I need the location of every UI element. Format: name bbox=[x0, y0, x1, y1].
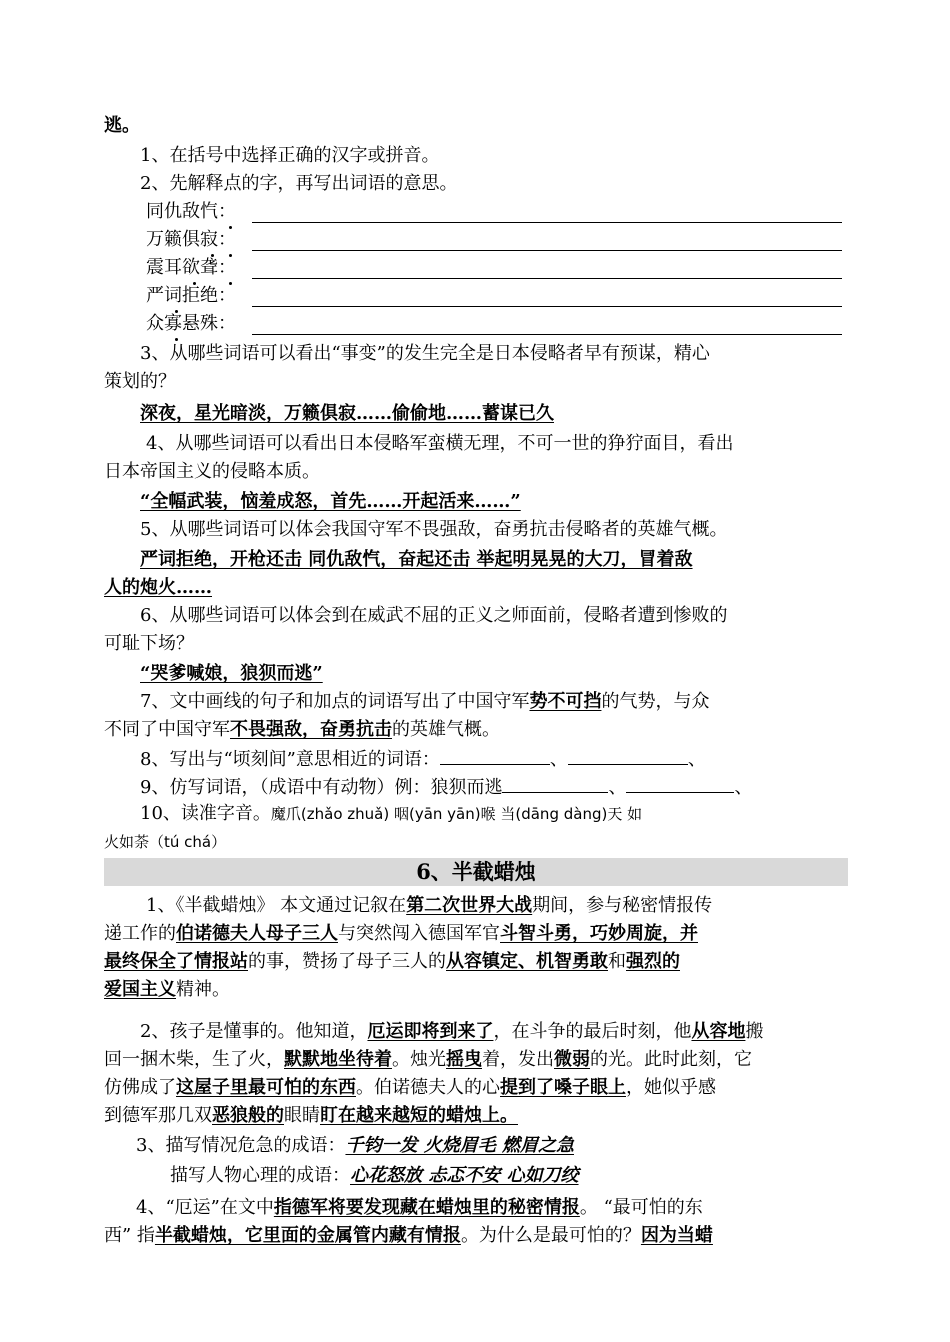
s3-text: 描写人物心理的成语： bbox=[170, 1165, 350, 1186]
q7-answer-a: 势不可挡 bbox=[529, 691, 602, 712]
s1-text: 精神。 bbox=[176, 979, 230, 1000]
question-10-cont bbox=[104, 830, 226, 854]
s4-answer: 半截蜡烛，它里面的金属管内藏有情报 bbox=[154, 1225, 461, 1246]
s2-line1 bbox=[104, 1020, 763, 1044]
s2-text: 。伯诺德夫人的心 bbox=[356, 1077, 500, 1098]
q8-text: 8、写出与“顷刻间”意思相近的词语： bbox=[140, 749, 440, 770]
s2-line4 bbox=[104, 1104, 518, 1128]
s2-text: 的光。此时此刻，它 bbox=[590, 1049, 752, 1070]
s1-answer: 从容镇定、机智勇敢 bbox=[446, 951, 608, 972]
s4-answer: 指德军将要发现藏在蜡烛里的秘密情报 bbox=[273, 1197, 580, 1218]
q7-text-a: 7、文中画线的句子和加点的词语写出了中国守军 bbox=[140, 691, 530, 712]
idiom-4: 严词拒绝： bbox=[146, 285, 236, 306]
answer-blank[interactable] bbox=[252, 278, 842, 279]
s4-text: 西” 指 bbox=[104, 1225, 155, 1246]
s1-text: 的事，赞扬了母子三人的 bbox=[248, 951, 446, 972]
answer-5-cont: 人的炮火…… bbox=[104, 577, 212, 598]
s2-answer: 默默地坐待着 bbox=[284, 1049, 392, 1070]
s2-answer: 厄运即将到来了 bbox=[367, 1021, 494, 1042]
answer-blank[interactable] bbox=[252, 250, 842, 251]
s2-text: 2、孩子是懂事的。他知道， bbox=[140, 1021, 368, 1042]
answer-6: “哭爹喊娘，狼狈而逃” bbox=[140, 663, 323, 684]
s2-text: 仿佛成了 bbox=[104, 1077, 176, 1098]
s2-text: 到德军那几双 bbox=[104, 1105, 212, 1126]
idiom-2: 万籁俱寂： bbox=[146, 229, 236, 250]
emphasis-dot bbox=[193, 282, 196, 285]
s2-text: 着，发出 bbox=[482, 1049, 554, 1070]
idiom-3: 震耳欲聋： bbox=[146, 257, 236, 278]
s1-text: 递工作的 bbox=[104, 923, 176, 944]
s2-text: ，她似乎感 bbox=[626, 1077, 716, 1098]
s1-line4 bbox=[104, 978, 230, 1002]
q10-items: 魔爪(zhǎo zhuǎ) 咽(yān yān)喉 当(dāng dàng)天 如 bbox=[270, 805, 643, 823]
s2-text: 。烛光 bbox=[392, 1049, 446, 1070]
question-7-cont bbox=[104, 718, 500, 742]
s2-answer: 恶狼般的 bbox=[212, 1105, 284, 1126]
answer-blank[interactable] bbox=[502, 774, 608, 793]
q7-text-c: 不同了中国守军 bbox=[104, 719, 230, 740]
q10-items-cont: 火如荼（tú chá） bbox=[104, 833, 227, 851]
question-2: 2、先解释点的字，再写出词语的意思。 bbox=[140, 173, 458, 194]
s3-line1 bbox=[136, 1134, 574, 1158]
q7-text-b: 的气势，与众 bbox=[601, 691, 710, 712]
question-9 bbox=[104, 774, 752, 800]
s1-answer: 第二次世界大战 bbox=[406, 895, 533, 916]
s2-text: 眼睛 bbox=[284, 1105, 320, 1126]
answer-blank[interactable] bbox=[626, 774, 734, 793]
q9-separator: 、 bbox=[734, 777, 753, 798]
s4-text: 4、“厄运”在文中 bbox=[136, 1197, 274, 1218]
section-title: 6、半截蜡烛 bbox=[104, 858, 848, 886]
question-4-cont: 日本帝国主义的侵略本质。 bbox=[104, 461, 320, 482]
q7-answer-b: 不畏强敌，奋勇抗击 bbox=[230, 719, 392, 740]
q9-separator: 、 bbox=[608, 777, 627, 798]
s2-answer: 摇曳 bbox=[446, 1049, 482, 1070]
s4-line2 bbox=[104, 1224, 713, 1248]
q9-text: 9、仿写词语，（成语中有动物）例：狼狈而逃 bbox=[140, 777, 503, 798]
s1-line1 bbox=[104, 894, 712, 918]
s1-answer: 最终保全了情报站 bbox=[104, 951, 248, 972]
q8-separator: 、 bbox=[687, 749, 706, 770]
s2-line3 bbox=[104, 1076, 716, 1100]
answer-blank[interactable] bbox=[252, 222, 842, 223]
s1-text: 和 bbox=[608, 951, 626, 972]
s2-answer: 微弱 bbox=[554, 1049, 590, 1070]
question-10 bbox=[104, 802, 642, 826]
answer-blank[interactable] bbox=[440, 746, 550, 765]
s2-text: 搬 bbox=[745, 1021, 764, 1042]
answer-5: 严词拒绝，开枪还击 同仇敌忾，奋起还击 举起明晃晃的大刀，冒着敌 bbox=[140, 549, 693, 570]
s1-text: 与突然闯入德国军官 bbox=[338, 923, 500, 944]
s2-text: 回一捆木柴，生了火， bbox=[104, 1049, 284, 1070]
question-1: 1、在括号中选择正确的汉字或拼音。 bbox=[140, 145, 440, 166]
s2-answer: 从容地 bbox=[691, 1021, 746, 1042]
s4-line1 bbox=[136, 1196, 703, 1220]
s2-answer: 这屋子里最可怕的东西 bbox=[176, 1077, 356, 1098]
question-3-cont: 策划的？ bbox=[104, 371, 176, 392]
s3-text: 3、描写情况危急的成语： bbox=[136, 1135, 346, 1156]
s4-text: 。 “最可怕的东 bbox=[579, 1197, 703, 1218]
idiom-1: 同仇敌忾： bbox=[146, 201, 236, 222]
s4-answer: 因为当蜡 bbox=[640, 1225, 713, 1246]
question-5: 5、从哪些词语可以体会我国守军不畏强敌，奋勇抗击侵略者的英雄气概。 bbox=[140, 519, 728, 540]
continued-fragment: 逃。 bbox=[104, 115, 140, 136]
s1-answer: 爱国主义 bbox=[104, 979, 176, 1000]
s1-text: 1、《半截蜡烛》 本文通过记叙在 bbox=[146, 895, 407, 916]
answer-blank[interactable] bbox=[568, 746, 688, 765]
emphasis-dot bbox=[175, 338, 178, 341]
idiom-5: 众寡悬殊： bbox=[146, 313, 236, 334]
q8-separator: 、 bbox=[549, 749, 568, 770]
answer-blank[interactable] bbox=[252, 306, 842, 307]
s2-answer: 盯在越来越短的蜡烛上。 bbox=[320, 1105, 518, 1126]
s3-answer: 千钧一发 火烧眉毛 燃眉之急 bbox=[345, 1135, 574, 1156]
answer-blank[interactable] bbox=[252, 334, 842, 335]
s2-text: ，在斗争的最后时刻，他 bbox=[493, 1021, 692, 1042]
question-3: 3、从哪些词语可以看出“事变”的发生完全是日本侵略者早有预谋，精心 bbox=[140, 343, 710, 364]
s4-text: 。为什么是最可怕的？ bbox=[460, 1225, 641, 1246]
s3-answer: 心花怒放 忐忑不安 心如刀绞 bbox=[350, 1165, 579, 1186]
emphasis-dot bbox=[211, 254, 214, 257]
answer-4: “全幅武装，恼羞成怒，首先……开起活来……” bbox=[140, 491, 521, 512]
emphasis-dot bbox=[229, 226, 232, 229]
s1-line3 bbox=[104, 950, 680, 974]
answer-3: 深夜，星光暗淡，万籁俱寂……偷偷地……蓄谋已久 bbox=[140, 403, 554, 424]
question-7 bbox=[104, 690, 709, 714]
s1-text: 期间，参与秘密情报传 bbox=[532, 895, 713, 916]
s3-line2 bbox=[170, 1164, 579, 1188]
s2-answer: 提到了嗓子眼上 bbox=[500, 1077, 626, 1098]
emphasis-dot bbox=[229, 254, 232, 257]
question-6: 6、从哪些词语可以体会到在威武不屈的正义之师面前，侵略者遭到惨败的 bbox=[140, 605, 728, 626]
emphasis-dot bbox=[175, 310, 178, 313]
q7-text-d: 的英雄气概。 bbox=[392, 719, 500, 740]
s1-answer: 伯诺德夫人母子三人 bbox=[176, 923, 338, 944]
q10-text: 10、读准字音。 bbox=[140, 803, 271, 824]
question-8 bbox=[104, 746, 706, 772]
s1-line2 bbox=[104, 922, 698, 946]
s2-line2 bbox=[104, 1048, 752, 1072]
emphasis-dot bbox=[229, 282, 232, 285]
s1-answer: 斗智斗勇，巧妙周旋，并 bbox=[500, 923, 698, 944]
question-6-cont: 可耻下场？ bbox=[104, 633, 194, 654]
question-4: 4、从哪些词语可以看出日本侵略军蛮横无理，不可一世的狰狞面目，看出 bbox=[146, 433, 734, 454]
s1-answer: 强烈的 bbox=[626, 951, 680, 972]
